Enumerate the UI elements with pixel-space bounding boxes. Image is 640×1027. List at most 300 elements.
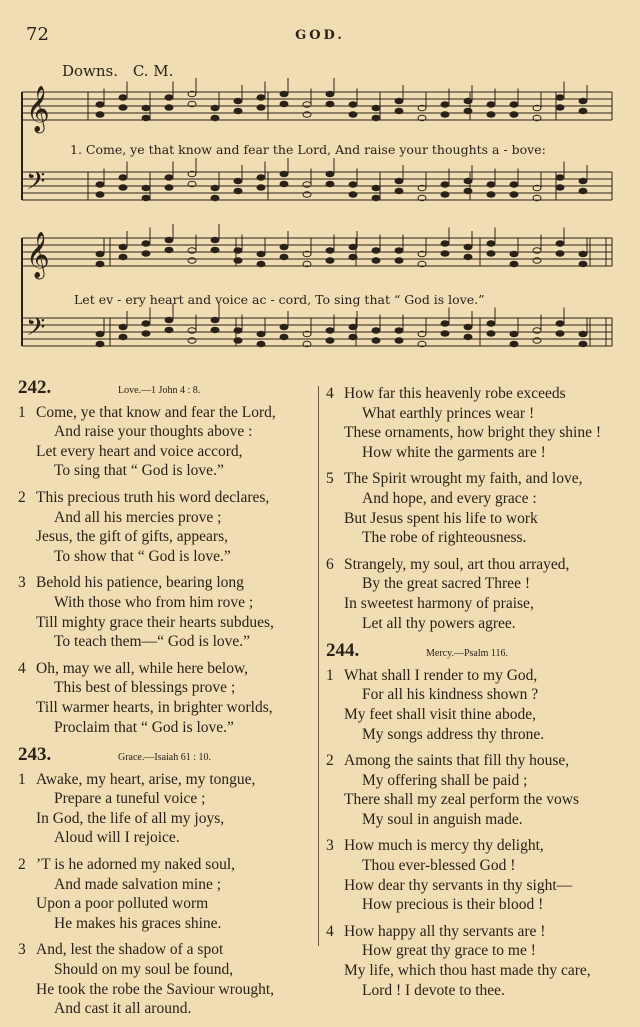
stanza-line	[18, 613, 310, 633]
line-text: And made salvation mine ;	[54, 875, 222, 893]
note-head	[119, 324, 127, 330]
line-text: There shall my zeal perform the vows	[344, 791, 579, 809]
note-head	[349, 192, 357, 198]
note-head	[119, 175, 127, 181]
stanza-line	[18, 770, 310, 790]
verse-number: 3	[18, 941, 26, 959]
line-text: Awake, my heart, arise, my tongue,	[36, 770, 256, 788]
hymn-number: 244.	[326, 640, 360, 662]
verse-number: 1	[18, 403, 26, 421]
note-head	[96, 112, 104, 118]
note-head	[441, 321, 449, 327]
note-head	[510, 261, 518, 267]
tune-meter: C. M.	[132, 62, 174, 80]
stanza-line	[18, 527, 310, 547]
note-head	[579, 98, 587, 104]
stanza-line	[326, 981, 626, 1001]
stanza-line	[326, 574, 626, 594]
line-text: By the great sacred Three !	[362, 575, 530, 593]
note-head	[119, 105, 127, 111]
note-head	[487, 321, 495, 327]
note-head	[349, 334, 357, 340]
note-head	[326, 101, 334, 107]
stanza-line	[326, 725, 626, 745]
line-text: But Jesus spent his life to work	[344, 509, 538, 527]
note-head	[234, 188, 242, 194]
stanza	[326, 469, 626, 547]
stanza-line	[326, 469, 626, 489]
note-head	[165, 95, 173, 101]
right-column	[326, 384, 626, 1008]
stanza-line	[326, 856, 626, 876]
line-text: Till warmer hearts, in brighter worlds,	[36, 698, 273, 716]
column-divider	[318, 386, 319, 946]
notes	[26, 78, 587, 348]
stanza-line	[18, 659, 310, 679]
hymn-243	[18, 745, 310, 1019]
note-head	[579, 251, 587, 257]
note-head	[326, 338, 334, 344]
note-head	[280, 244, 288, 250]
line-text: What earthly princes wear !	[362, 404, 535, 422]
note-head	[441, 241, 449, 247]
note-head	[165, 237, 173, 243]
line-text: ’T is he adorned my naked soul,	[36, 856, 236, 874]
hymn-number: 243.	[18, 744, 52, 766]
note-head	[579, 261, 587, 267]
verse-number: 6	[326, 555, 334, 573]
note-head	[280, 254, 288, 260]
note-head	[165, 105, 173, 111]
stanza-line	[326, 705, 626, 725]
stanza	[18, 855, 310, 933]
note-head	[349, 244, 357, 250]
line-text: Let all thy powers agree.	[362, 614, 516, 632]
stanza-line	[326, 666, 626, 686]
note-head	[556, 241, 564, 247]
note-head	[579, 108, 587, 114]
note-head	[349, 324, 357, 330]
stanza	[326, 666, 626, 744]
line-text: Oh, may we all, while here below,	[36, 659, 249, 677]
verse-number: 1	[18, 770, 26, 788]
note-head	[349, 182, 357, 188]
tune-name: Downs.	[62, 62, 119, 80]
stanza-line	[326, 404, 626, 424]
note-head	[257, 175, 265, 181]
note-head	[280, 171, 288, 177]
stanza-line	[326, 771, 626, 791]
note-head	[510, 112, 518, 118]
line-text: The robe of righteousness.	[362, 529, 527, 547]
note-head	[280, 181, 288, 187]
stanza	[326, 384, 626, 462]
stanza-line	[326, 941, 626, 961]
stanza	[326, 555, 626, 633]
stanza-line	[326, 810, 626, 830]
line-text: My soul in anguish made.	[362, 810, 523, 828]
stanza-line	[326, 555, 626, 575]
note-head	[510, 192, 518, 198]
stanza-line	[326, 876, 626, 896]
note-head	[96, 331, 104, 337]
line-text: To show that “ God is love.”	[54, 547, 231, 565]
stanza	[326, 836, 626, 914]
note-head	[211, 105, 219, 111]
note-head	[326, 248, 334, 254]
stanza-line	[326, 384, 626, 404]
note-head	[579, 188, 587, 194]
note-head	[510, 331, 518, 337]
note-head	[234, 178, 242, 184]
stanza-line	[326, 489, 626, 509]
left-column	[18, 378, 310, 1027]
stanza-line	[326, 528, 626, 548]
note-head	[326, 181, 334, 187]
stanza-line	[18, 855, 310, 875]
note-head	[142, 185, 150, 191]
note-head	[326, 328, 334, 334]
stanza	[326, 751, 626, 829]
note-head	[280, 334, 288, 340]
line-text: He took the robe the Saviour wrought,	[36, 980, 275, 998]
note-head	[464, 178, 472, 184]
stanza	[18, 573, 310, 651]
note-head	[257, 185, 265, 191]
line-text: In sweetest harmony of praise,	[344, 594, 534, 612]
line-text: And raise your thoughts above :	[54, 423, 253, 441]
line-text: Thou ever-blessed God !	[362, 857, 516, 875]
note-head	[119, 95, 127, 101]
note-head	[372, 258, 380, 264]
stanza-line	[326, 509, 626, 529]
note-head	[395, 258, 403, 264]
line-text: This best of blessings prove ;	[54, 679, 236, 697]
note-head	[464, 108, 472, 114]
stanza-line	[18, 461, 310, 481]
line-text: My feet shall visit thine abode,	[344, 705, 536, 723]
stanza-line	[326, 423, 626, 443]
staff-lines	[22, 92, 612, 346]
note-head	[119, 185, 127, 191]
line-text: And, lest the shadow of a spot	[36, 941, 224, 959]
line-text: My life, which thou hast made thy care,	[344, 962, 591, 980]
bass-clef: 𝄢	[26, 313, 46, 348]
note-head	[326, 91, 334, 97]
note-head	[395, 188, 403, 194]
note-head	[119, 254, 127, 260]
line-text: This precious truth his word declares,	[36, 488, 270, 506]
stanza-line	[326, 685, 626, 705]
stanza-line	[18, 422, 310, 442]
note-head	[326, 258, 334, 264]
note-head	[579, 341, 587, 347]
note-head	[280, 101, 288, 107]
note-head	[234, 338, 242, 344]
verse-number: 2	[18, 856, 26, 874]
note-head	[257, 331, 265, 337]
line-text: And hope, and every grace :	[362, 489, 537, 507]
note-head	[349, 102, 357, 108]
note-head	[349, 112, 357, 118]
note-head	[372, 185, 380, 191]
note-head	[395, 178, 403, 184]
line-text: How happy all thy servants are !	[344, 922, 546, 940]
stanza-line	[18, 508, 310, 528]
note-head	[96, 261, 104, 267]
stanza-line	[18, 593, 310, 613]
note-head	[96, 341, 104, 347]
note-head	[211, 115, 219, 121]
stanza	[18, 488, 310, 566]
line-text: Till mighty grace their hearts subdues,	[36, 613, 274, 631]
note-head	[142, 331, 150, 337]
note-head	[257, 261, 265, 267]
note-head	[165, 317, 173, 323]
line-text: What shall I render to my God,	[344, 666, 538, 684]
note-head	[257, 95, 265, 101]
line-text: Proclaim that “ God is love.”	[54, 718, 234, 736]
note-head	[349, 254, 357, 260]
note-head	[234, 108, 242, 114]
page-number: 72	[26, 24, 49, 45]
line-text: Come, ye that know and fear the Lord,	[36, 403, 276, 421]
note-head	[441, 182, 449, 188]
line-text: Let every heart and voice accord,	[36, 442, 243, 460]
line-text: Jesus, the gift of gifts, appears,	[36, 528, 228, 546]
line-text: Lord ! I devote to thee.	[362, 981, 505, 999]
note-head	[142, 115, 150, 121]
stanza-line	[326, 922, 626, 942]
note-head	[441, 102, 449, 108]
note-head	[510, 341, 518, 347]
line-text: Strangely, my soul, art thou arrayed,	[344, 555, 570, 573]
stanza-line	[18, 573, 310, 593]
line-text: My songs address thy throne.	[362, 725, 545, 743]
stanza-line	[18, 914, 310, 934]
stanza	[18, 659, 310, 737]
line-text: And cast it all around.	[54, 1000, 192, 1018]
stanza-line	[18, 488, 310, 508]
line-text: The Spirit wrought my faith, and love,	[344, 470, 583, 488]
line-text: How far this heavenly robe exceeds	[344, 385, 566, 402]
stanza-line	[326, 443, 626, 463]
note-head	[142, 241, 150, 247]
note-head	[96, 182, 104, 188]
note-head	[257, 341, 265, 347]
stanza	[18, 940, 310, 1018]
note-head	[579, 331, 587, 337]
note-head	[556, 105, 564, 111]
note-head	[556, 331, 564, 337]
verse-number: 3	[326, 837, 334, 855]
note-head	[487, 241, 495, 247]
music-score	[0, 0, 640, 370]
line-text: With those who from him rove ;	[54, 593, 254, 611]
line-text: Behold his patience, bearing long	[36, 574, 244, 592]
note-head	[234, 328, 242, 334]
treble-clef: 𝄞	[26, 232, 50, 278]
note-head	[395, 338, 403, 344]
note-head	[165, 327, 173, 333]
note-head	[96, 192, 104, 198]
note-head	[464, 244, 472, 250]
stanza-line	[18, 789, 310, 809]
note-head	[441, 192, 449, 198]
verse-number: 4	[18, 659, 26, 677]
stanza-line	[18, 809, 310, 829]
note-head	[211, 247, 219, 253]
line-text: How much is mercy thy delight,	[344, 837, 544, 855]
stanza-line	[18, 940, 310, 960]
line-text: Among the saints that fill thy house,	[344, 752, 570, 770]
note-head	[142, 321, 150, 327]
stanza-line	[18, 875, 310, 895]
note-head	[280, 324, 288, 330]
note-head	[211, 185, 219, 191]
note-head	[579, 178, 587, 184]
hymn-reference: Love.—1 John 4 : 8.	[118, 385, 201, 396]
bass-clef: 𝄢	[26, 167, 46, 202]
line-text: To sing that “ God is love.”	[54, 462, 224, 480]
note-head	[464, 324, 472, 330]
note-head	[142, 105, 150, 111]
note-head	[464, 98, 472, 104]
hymn-244	[326, 641, 626, 1000]
line-text: How great thy grace to me !	[362, 942, 536, 960]
note-head	[487, 102, 495, 108]
verse-number: 2	[326, 752, 334, 770]
treble-clef: 𝄞	[26, 86, 50, 132]
line-text: Upon a poor polluted worm	[36, 895, 209, 913]
line-text: How white the garments are !	[362, 443, 546, 461]
note-head	[165, 185, 173, 191]
note-head	[372, 105, 380, 111]
hymn-243-continued	[326, 384, 626, 633]
line-text: For all his kindness shown ?	[362, 686, 539, 704]
line-text: Should on my soul be found,	[54, 961, 234, 979]
hymn-number: 242.	[18, 377, 52, 398]
stanza-line	[326, 790, 626, 810]
note-head	[119, 244, 127, 250]
note-head	[165, 175, 173, 181]
line-text: How precious is their blood !	[362, 896, 544, 914]
line-text: In God, the life of all my joys,	[36, 809, 225, 827]
note-head	[96, 102, 104, 108]
line-text: To teach them—“ God is love.”	[54, 633, 251, 651]
stanza-line	[326, 751, 626, 771]
note-head	[257, 105, 265, 111]
hymn-reference: Grace.—Isaiah 61 : 10.	[118, 752, 212, 764]
stanza-line	[18, 698, 310, 718]
note-head	[211, 237, 219, 243]
stanza-line	[18, 980, 310, 1000]
running-title: GOD.	[295, 28, 345, 43]
note-head	[372, 338, 380, 344]
note-head	[487, 192, 495, 198]
stanza-line	[18, 678, 310, 698]
note-head	[395, 108, 403, 114]
stanza-line	[18, 632, 310, 652]
note-head	[556, 251, 564, 257]
note-head	[395, 98, 403, 104]
note-head	[441, 112, 449, 118]
note-head	[487, 182, 495, 188]
verse-number: 1	[326, 666, 334, 684]
note-head	[556, 185, 564, 191]
note-head	[211, 317, 219, 323]
note-head	[395, 328, 403, 334]
note-head	[234, 98, 242, 104]
stanza-line	[326, 836, 626, 856]
note-head	[326, 171, 334, 177]
verse-number: 4	[326, 385, 334, 402]
note-head	[165, 247, 173, 253]
verse-number: 2	[18, 488, 26, 506]
stanza	[18, 770, 310, 848]
note-head	[556, 175, 564, 181]
note-head	[556, 321, 564, 327]
note-head	[372, 248, 380, 254]
note-head	[372, 328, 380, 334]
line-text: How dear thy servants in thy sight—	[344, 876, 573, 894]
note-head	[487, 251, 495, 257]
note-head	[119, 334, 127, 340]
stanza-line	[18, 828, 310, 848]
stanza	[18, 403, 310, 481]
line-text: Prepare a tuneful voice ;	[54, 790, 206, 808]
note-head	[142, 251, 150, 257]
note-head	[510, 102, 518, 108]
note-head	[464, 188, 472, 194]
note-head	[372, 115, 380, 121]
verse-number: 4	[326, 922, 334, 940]
note-head	[96, 251, 104, 257]
music-lyrics-line-1: 1. Come, ye that know and fear the Lord, And raise your thoughts a - bove:	[70, 142, 546, 157]
note-head	[556, 95, 564, 101]
line-text: Aloud will I rejoice.	[54, 829, 180, 847]
note-head	[257, 251, 265, 257]
line-text: And all his mercies prove ;	[54, 508, 222, 526]
hymn-reference: Mercy.—Psalm 116.	[426, 648, 509, 660]
music-lyrics-line-2: Let ev - ery heart and voice ac - cord, To sing that “ God is love.”	[74, 292, 485, 307]
note-head	[464, 334, 472, 340]
stanza-line	[18, 547, 310, 567]
note-head	[142, 195, 150, 201]
hymn-242	[18, 378, 310, 737]
note-head	[441, 331, 449, 337]
note-head	[441, 251, 449, 257]
line-text: He makes his graces shine.	[54, 914, 222, 932]
stanza	[326, 922, 626, 1000]
stanza-line	[326, 961, 626, 981]
note-head	[372, 195, 380, 201]
line-text: These ornaments, how bright they shine !	[344, 424, 601, 442]
note-head	[211, 327, 219, 333]
stanza-line	[326, 594, 626, 614]
stanza-line	[18, 718, 310, 738]
stanza-line	[18, 999, 310, 1019]
line-text: My offering shall be paid ;	[362, 771, 528, 789]
stanza-line	[18, 960, 310, 980]
note-head	[510, 182, 518, 188]
note-head	[395, 248, 403, 254]
note-head	[510, 251, 518, 257]
note-head	[487, 331, 495, 337]
note-head	[234, 258, 242, 264]
stanza-line	[18, 403, 310, 423]
verse-number: 3	[18, 574, 26, 592]
